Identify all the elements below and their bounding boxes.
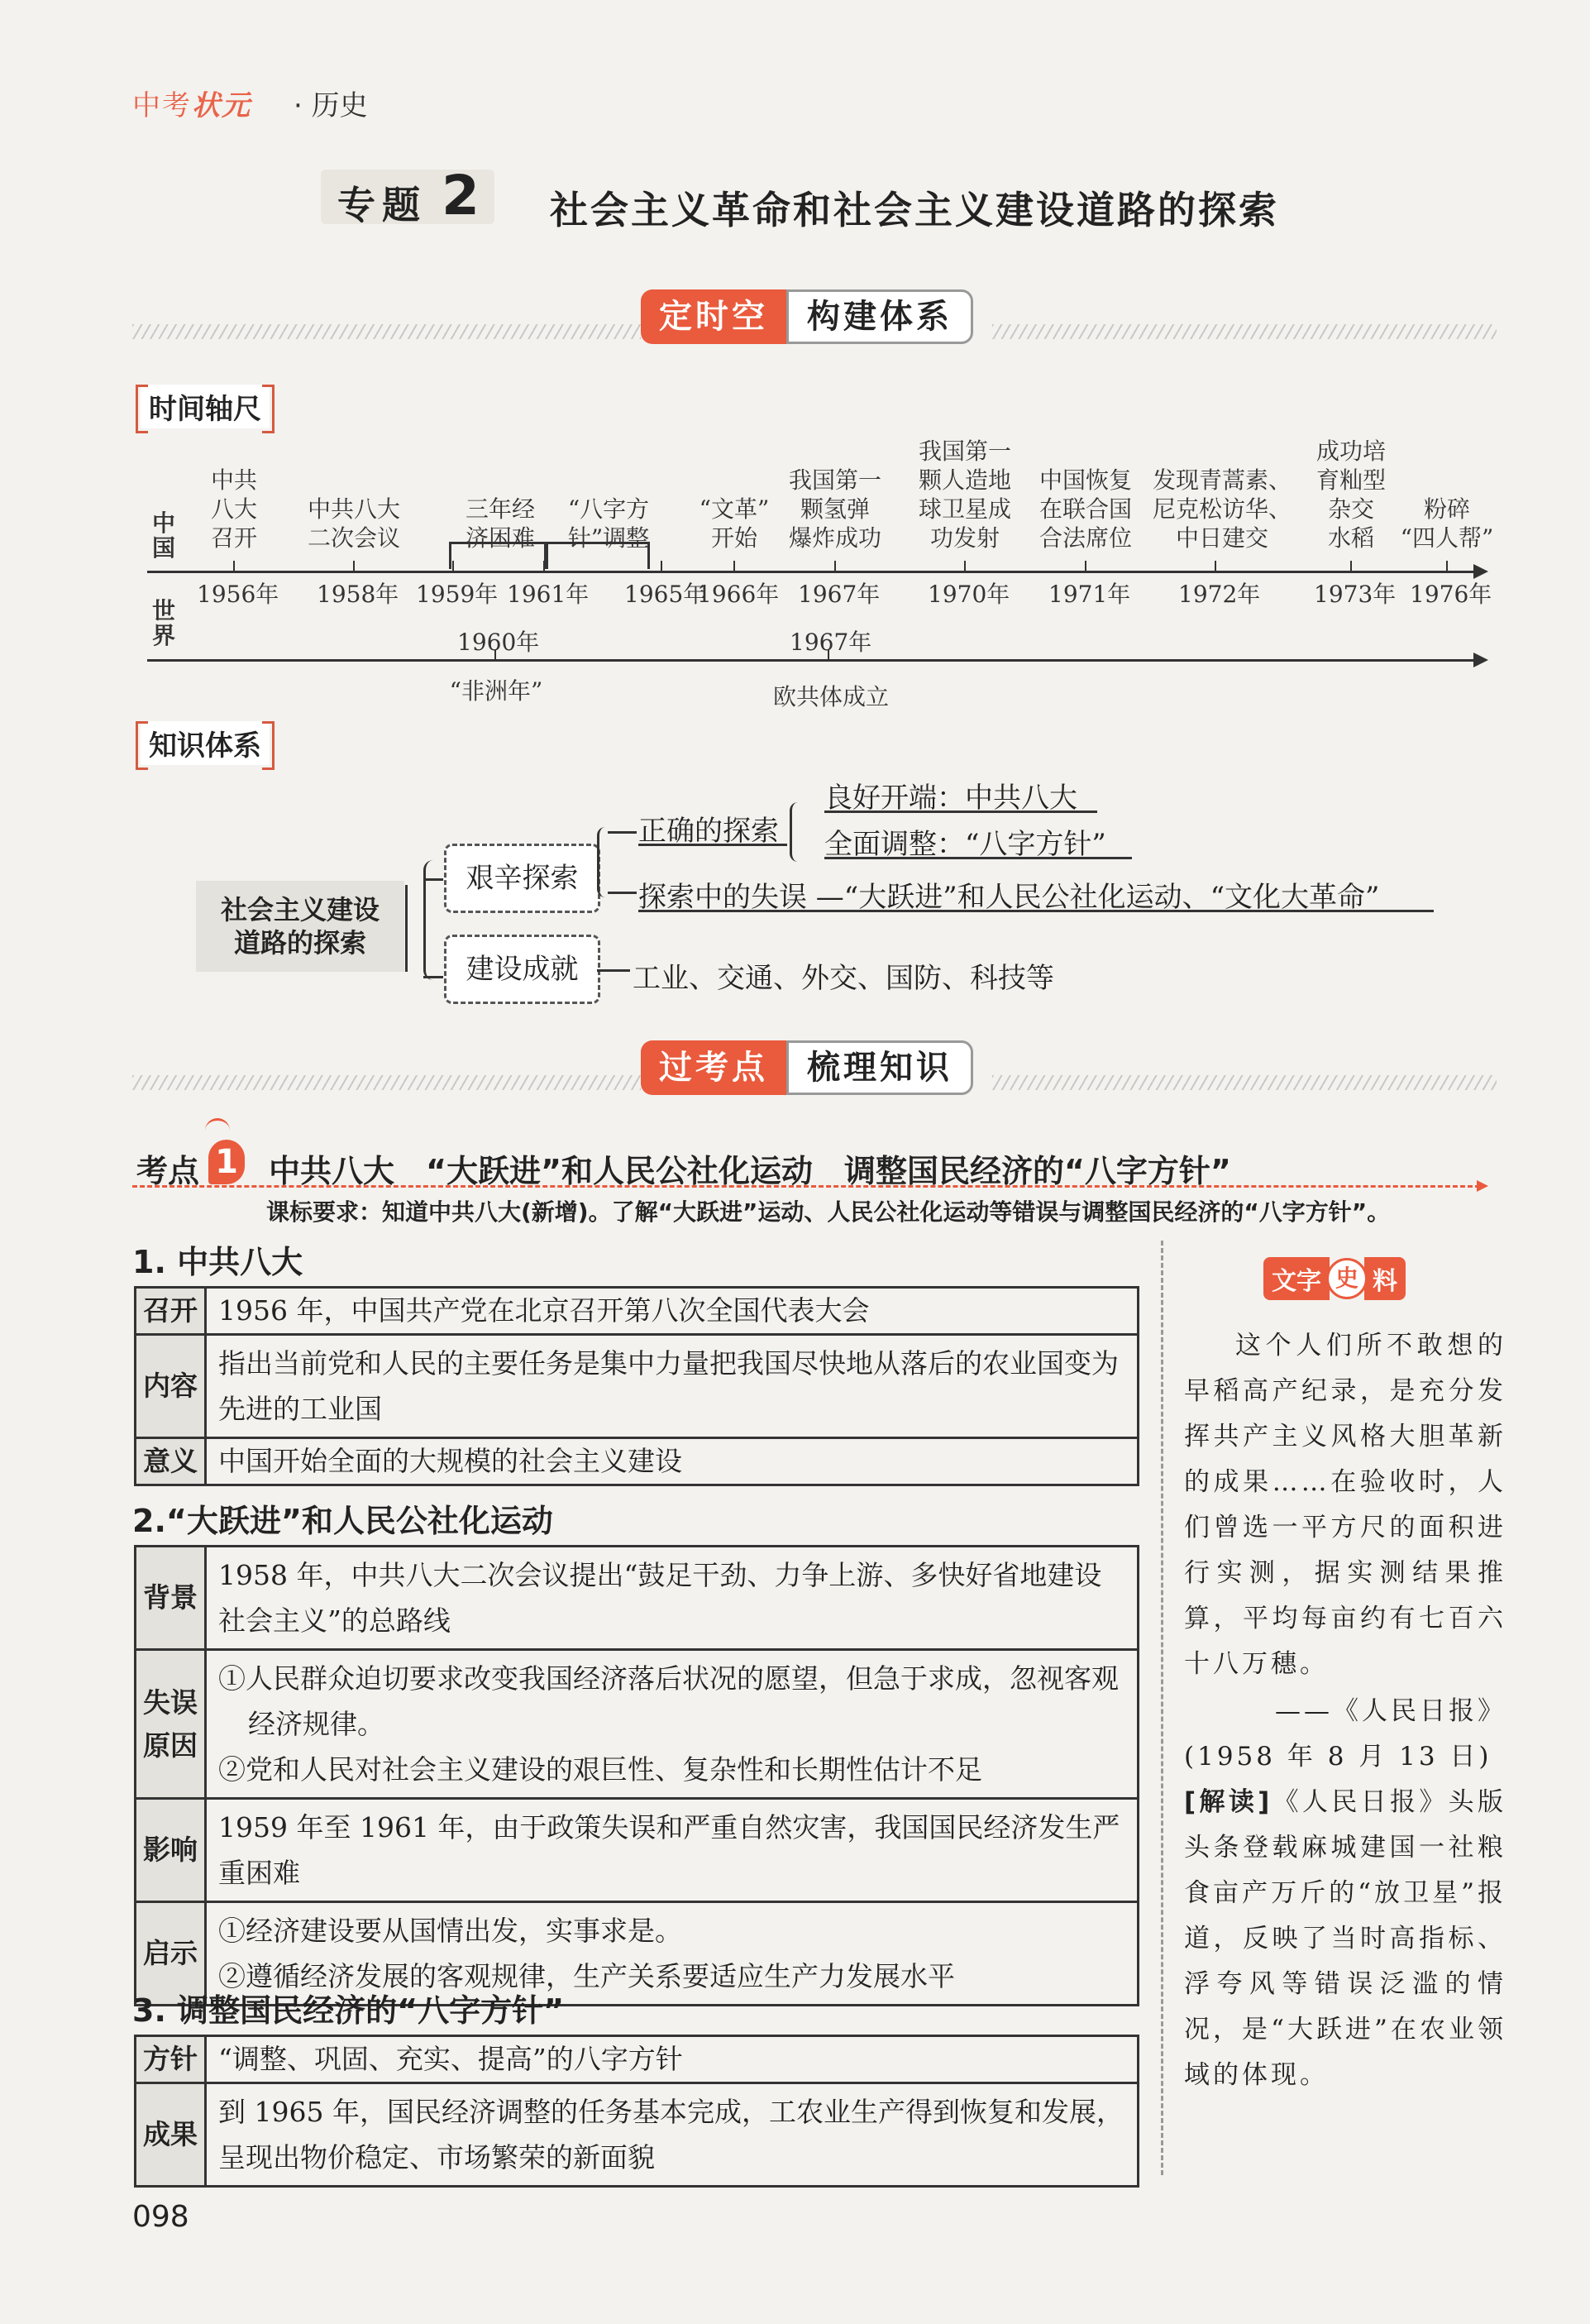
world-event-1960: “非洲年” (449, 677, 543, 705)
badge-right: 料 (1364, 1257, 1406, 1300)
kp-title: 中共八大 “大跃进”和人民公社化运动 调整国民经济的“八字方针” (269, 1153, 1231, 1189)
badge-left: 文字 (1263, 1257, 1330, 1300)
china-year-10: 1973年 (1314, 581, 1397, 608)
achieve-box: 建设成就 (444, 935, 600, 1004)
correct-explore: 正确的探索 (638, 815, 779, 848)
china-event-1: 中共八大 二次会议 (307, 495, 400, 552)
s2-c-background: 1958 年，中共八大二次会议提出“鼓足干劲、力争上游、多快好省地建设社会主义”的总路线 (206, 1547, 1139, 1650)
world-year-1960: 1960年 (457, 629, 540, 656)
kp-number-badge: 1 (208, 1140, 245, 1184)
s2-c-error (206, 1650, 1139, 1799)
good-start-underline (824, 811, 1097, 813)
china-event-8: 中国恢复 在联合国 合法席位 (1039, 466, 1132, 552)
s3-c-policy: “调整、巩固、充实、提高”的八字方针 (206, 2036, 1139, 2083)
interp-label: [解读] (1184, 1787, 1273, 1817)
section-banner-build (641, 289, 973, 344)
s2-c-error-2: ②党和人民对社会主义建设的艰巨性、复杂性和长期性估计不足 (218, 1753, 982, 1786)
china-event-6: 我国第一 颗氢弹 爆炸成功 (788, 466, 881, 552)
hatch-left (132, 324, 641, 339)
brand-main: 状元 (192, 89, 251, 122)
china-year-2: 1959年 (416, 581, 499, 608)
bracket-1959-1961 (449, 542, 547, 569)
achieve-items: 工业、交通、外交、国防、科技等 (633, 962, 1054, 995)
topic-label: 专题 (337, 183, 427, 227)
s2-c-error-1: ①人民群众迫切要求改变我国经济落后状况的愿望，但急于求成，忽视客观经济规律。 (218, 1662, 1119, 1740)
sidebar-quote: 这个人们所不敢想的早稻高产纪录，是充分发挥共产主义风格大胆革新的成果……在验收时，人们曾选一平方尺的面积进行实测，据实测结果推算，平均每亩约有七百六十八万穗。 (1184, 1331, 1506, 1679)
s2-table (134, 1545, 1139, 2006)
s2-h-error: 失误原因 (136, 1650, 206, 1799)
root-brace-curve (423, 860, 446, 980)
china-event-5: “文革” 开始 (699, 495, 770, 552)
china-year-1: 1958年 (317, 581, 399, 608)
full-adjust: 全面调整：“八字方针” (824, 828, 1106, 861)
china-event-10: 成功培 育籼型 杂交 水稻 (1315, 438, 1386, 552)
s1-row-convene (136, 1288, 1139, 1335)
s3-table (134, 2035, 1139, 2188)
china-event-7: 我国第一 颗人造地 球卫星成 功发射 (918, 438, 1011, 552)
s2-c-lesson-2: ②遵循经济发展的客观规律，生产关系要适应生产力发展水平 (218, 1960, 955, 1992)
mistake-underline (638, 910, 1434, 912)
tick-china-6 (834, 561, 836, 572)
achieve-connector (597, 969, 630, 972)
tick-china-4 (661, 561, 662, 572)
china-label: 中国 (151, 509, 175, 562)
s2-c-effect: 1959 年至 1961 年，由于政策失误和严重自然灾害，我国国民经济发生严重困难 (206, 1799, 1139, 1902)
tick-china-0 (233, 561, 235, 572)
tick-china-7 (964, 561, 966, 572)
china-year-0: 1956年 (197, 581, 279, 608)
subject-name: 历史 (311, 89, 368, 122)
brand-logo (132, 83, 251, 123)
page-number: 098 (132, 2200, 189, 2234)
s2-c-lesson-1: ①经济建设要从国情出发，实事求是。 (218, 1915, 682, 1947)
china-year-8: 1971年 (1048, 581, 1131, 608)
world-axis (147, 659, 1478, 662)
brand-prefix: 中考 (132, 89, 192, 122)
bracket-1961-1965 (546, 542, 650, 569)
correct-brace (790, 802, 810, 862)
china-event-11: 粉碎 “四人帮” (1400, 495, 1494, 552)
s1-row-significance (136, 1438, 1139, 1485)
china-event-9: 发现青蒿素、 尼克松访华、 中日建交 (1152, 466, 1292, 552)
china-year-3: 1961年 (507, 581, 590, 608)
kp-dash-line (132, 1185, 1480, 1188)
world-year-1967: 1967年 (790, 629, 872, 656)
sidebar-date: (1958 年 8 月 13 日) (1184, 1742, 1492, 1772)
s3-c-result: 到 1965 年，国民经济调整的任务基本完成，工农业生产得到恢复和发展，呈现出物价稳定、市场繁荣的新面貌 (206, 2083, 1139, 2187)
s3-row-result (136, 2083, 1139, 2187)
china-year-7: 1970年 (928, 581, 1010, 608)
topic-number: 2 (442, 164, 480, 227)
s1-c-significance: 中国开始全面的大规模的社会主义建设 (206, 1438, 1139, 1485)
world-label: 世界 (151, 597, 175, 649)
world-axis-arrow (1473, 653, 1488, 667)
signal-icon (205, 1118, 230, 1134)
s2-row-effect (136, 1799, 1139, 1902)
china-event-4: “八字方 针”调整 (567, 495, 650, 552)
china-year-6: 1967年 (798, 581, 881, 608)
sidebar-badge (1263, 1257, 1406, 1300)
full-adjust-underline (824, 857, 1132, 859)
s1-table (134, 1286, 1139, 1486)
hatch-left-2 (132, 1075, 641, 1090)
tick-china-5 (733, 561, 735, 572)
s3-h-policy: 方针 (136, 2036, 206, 2083)
china-event-2: 三年经 济困难 (465, 495, 535, 552)
s3-heading: 3. 调整国民经济的“八字方针” (132, 1992, 565, 2029)
s3-h-result: 成果 (136, 2083, 206, 2187)
knowledge-root: 社会主义建设 道路的探索 (196, 881, 404, 972)
s1-h-significance: 意义 (136, 1438, 206, 1485)
knowledge-label: 知识体系 (141, 721, 270, 765)
hatch-right-2 (992, 1075, 1497, 1090)
s2-h-lesson: 启示 (136, 1902, 206, 2006)
topic-title: 社会主义革命和社会主义建设道路的探索 (550, 188, 1279, 232)
badge-mid: 史 (1326, 1258, 1368, 1299)
explore-line-bottom (608, 892, 637, 894)
s2-h-background: 背景 (136, 1547, 206, 1650)
section-banner-review (641, 1040, 973, 1095)
good-start: 良好开端：中共八大 (824, 782, 1077, 815)
s1-c-convene: 1956 年，中国共产党在北京召开第八次全国代表大会 (206, 1288, 1139, 1335)
kp-requirement: 课标要求：知道中共八大(新增)。了解“大跃进”运动、人民公社化运动等错误与调整国民经济的“八字方针”。 (266, 1198, 1391, 1226)
china-year-9: 1972年 (1178, 581, 1261, 608)
kp-label: 考点 (136, 1153, 200, 1189)
china-event-0: 中共 八大 召开 (210, 466, 257, 552)
subject-label (294, 83, 368, 123)
interp-text: 《人民日报》头版头条登载麻城建国一社粮食亩产万斤的“放卫星”报道，反映了当时高指标、浮夸风等错误泛滥的情况，是“大跃进”在农业领域的体现。 (1184, 1787, 1507, 2090)
mistake-explore: 探索中的失误 —“大跃进”和人民公社化运动、“文化大革命” (638, 881, 1380, 914)
tick-china-1 (353, 561, 355, 572)
china-year-11: 1976年 (1410, 581, 1492, 608)
china-year-5: 1966年 (697, 581, 780, 608)
banner-white-2: 梳理知识 (786, 1040, 973, 1095)
explore-box: 艰辛探索 (444, 844, 600, 913)
s2-row-background (136, 1547, 1139, 1650)
s3-row-policy (136, 2036, 1139, 2083)
tick-china-9 (1215, 561, 1216, 572)
explore-brace (597, 827, 618, 897)
banner-red: 定时空 (641, 289, 786, 344)
s1-h-content: 内容 (136, 1335, 206, 1438)
tick-china-11 (1446, 561, 1448, 572)
s1-h-convene: 召开 (136, 1288, 206, 1335)
s1-c-content: 指出当前党和人民的主要任务是集中力量把我国尽快地从落后的农业国变为先进的工业国 (206, 1335, 1139, 1438)
kp-arrow-icon (1477, 1180, 1488, 1192)
correct-underline (638, 844, 787, 846)
s1-heading: 1. 中共八大 (132, 1244, 303, 1280)
s2-h-effect: 影响 (136, 1799, 206, 1902)
sidebar-divider (1161, 1241, 1163, 2175)
hatch-right (992, 324, 1497, 339)
s2-heading: 2.“大跃进”和人民公社化运动 (132, 1503, 553, 1539)
sidebar-source: ——《人民日报》 (1275, 1696, 1506, 1726)
timeline-label: 时间轴尺 (141, 385, 270, 428)
s2-row-error (136, 1650, 1139, 1799)
banner-red-2: 过考点 (641, 1040, 786, 1095)
tick-china-8 (1085, 561, 1086, 572)
china-year-4: 1965年 (624, 581, 707, 608)
sidebar-interpretation (1184, 1780, 1506, 2098)
tick-china-10 (1350, 561, 1352, 572)
world-event-1967: 欧共体成立 (772, 683, 889, 710)
s1-row-content (136, 1335, 1139, 1438)
explore-line-top (608, 831, 637, 834)
separator: · (294, 89, 303, 122)
china-axis (147, 571, 1478, 573)
banner-white: 构建体系 (786, 289, 973, 344)
